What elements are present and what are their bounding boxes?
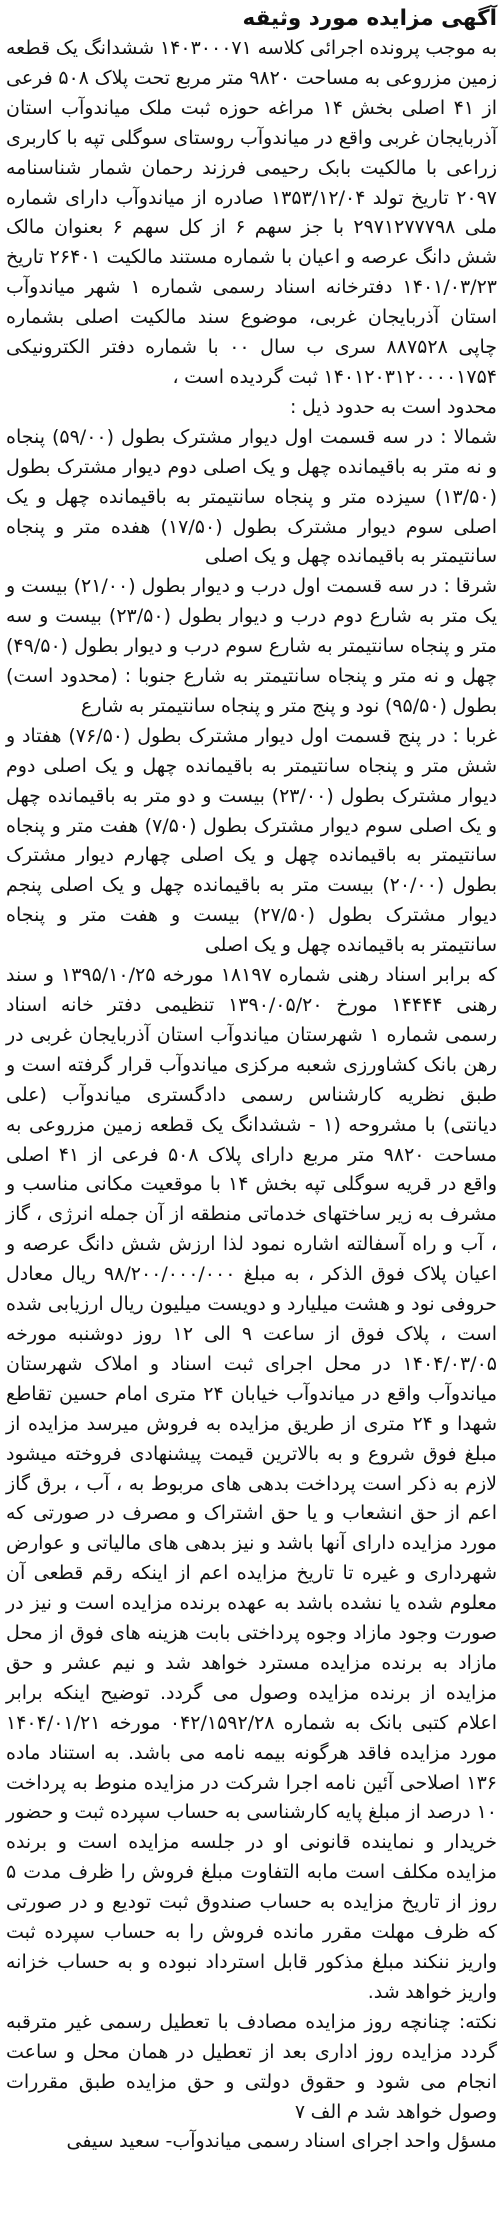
north-boundary-paragraph: شمالا : در سه قسمت اول دیوار مشترک بطول (۵۹/۰۰) پنجاه و نه متر به باقیمانده چهل و یک اصلی دوم دیوار مشترک بطول (۱۳/۵۰) سیزده متر و پنجاه سانتیمتر به باقیمانده چهل و یک اصلی سوم دیوار مشترک بطول (۱۷/۵۰) هفده متر و پنجاه سانتیمتر به باقیمانده چهل و یک اصلی (6, 425, 497, 568)
west-boundary-paragraph: غربا : در پنج قسمت اول دیوار مشترک بطول (۷۶/۵۰) هفتاد و شش متر و پنجاه سانتیمتر به باقیمانده چهل و یک اصلی دوم دیوار مشترک بطول (۲۳/۰۰) بیست و دو متر به باقیمانده چهل و یک اصلی سوم دیوار مشترک بطول (۷/۵۰) هفت متر و پنجاه سانتیمتر به باقیمانده چهل و یک اصلی چهارم دیوار مشترک بطول (۲۰/۰۰) بیست متر به باقیمانده چهل و یک اصلی پنجم دیوار مشترک بطول (۲۷/۵۰) بیست و هفت متر و پنجاه سانتیمتر به باقیمانده چهل و یک اصلی (6, 724, 498, 957)
signature-line: مسؤل واحد اجرای اسناد رسمی میاندوآب- سعید سیفی (66, 2130, 497, 2153)
notice-title: آگهی مزایده مورد وثیقه (242, 6, 497, 31)
auction-notice (6, 4, 497, 2227)
auction-terms-paragraph: که برابر اسناد رهنی شماره ۱۸۱۹۷ مورخه ۱۳۹۵/۱۰/۲۵ و سند رهنی ۱۴۴۴۴ مورخ ۱۳۹۰/۰۵/۲۰ تنظیمی دفتر خانه اسناد رسمی شماره ۱ شهرستان میاندوآب استان آذربایجان غربی در رهن بانک کشاورزی شعبه مرکزی میاندوآب قرار گرفته است و طبق نظریه کارشناس رسمی دادگستری میاندوآب (علی دیانتی) با مشروحه (۱ - ششدانگ یک قطعه زمین مزروعی به مساحت ۹۸۲۰ متر مربع دارای پلاک ۵۰۸ فرعی از ۴۱ اصلی واقع در قریه سوگلی تپه بخش ۱۴ با موقعیت مکانی مناسب و مشرف به زیر ساختهای خدماتی منطقه از آن جمله انرژی ، گاز ، آب و راه آسفالته اشاره نمود لذا ارزش شش دانگ عرصه و اعیان پلاک فوق الذکر ، به مبلغ ۹۸/۲۰۰/۰۰۰/۰۰۰ ریال معادل حروفی نود و هشت میلیارد و دویست میلیون ریال ارزیابی شده است ، پلاک فوق از ساعت ۹ الی ۱۲ روز دوشنبه مورخه ۱۴۰۴/۰۳/۰۵ در محل اجرای ثبت اسناد و املاک شهرستان میاندوآب واقع در میاندوآب خیابان ۲۴ متری امام حسین تقاطع شهدا و ۲۴ متری از طریق مزایده به فروش میرسد مزایده از مبلغ فوق شروع و به بالاترین قیمت پیشنهادی فروخته میشود لازم به ذکر است پرداخت بدهی های مربوط به ، آب ، برق گاز اعم از حق انشعاب و یا حق اشتراک و مصرف در صورتی که مورد مزایده دارای آنها باشد و نیز بدهی های مالیاتی و عوارض شهرداری و غیره تا تاریخ مزایده اعم از اینکه رقم قطعی آن معلوم شده یا نشده باشد به عهده برنده مزایده است و نیز در صورت وجود مازاد وجوه پرداختی بابت هزینه های فوق از محل مازاد به برنده مزایده مسترد خواهد شد و نیم عشر و حق مزایده از برنده مزایده وصول می گردد. توضیح اینکه برابر اعلام کتبی بانک به شماره ۰۴۲/۱۵۹۲/۲۸ مورخه ۱۴۰۴/۰۱/۲۱ مورد مزایده فاقد هرگونه بیمه نامه می باشد. به استناد ماده ۱۳۶ اصلاحی آئین نامه اجرا شرکت در مزایده منوط به پرداخت ۱۰ درصد از مبلغ پایه کارشناسی به حساب سپرده ثبت و حضور خریدار و نماینده قانونی او در جلسه مزایده است و برنده مزایده مکلف است مابه التفاوت مبلغ فروش را ظرف مدت ۵ روز از تاریخ مزایده به حساب صندوق ثبت تودیع و در صورتی که ظرف مهلت مقرر مانده فروش را به حساب سپرده ثبت واریز ننکند مبلغ مذکور قابل استرداد نبوده و به حساب خزانه واریز خواهد شد. (6, 964, 498, 2003)
notice-intro-paragraph: به موجب پرونده اجرائی کلاسه ۱۴۰۳۰۰۰۷۱ ششدانگ یک قطعه زمین مزروعی به مساحت ۹۸۲۰ متر مربع تحت پلاک ۵۰۸ فرعی از ۴۱ اصلی بخش ۱۴ مراغه حوزه ثبت ملک میاندوآب استان آذربایجان غربی واقع در میاندوآب روستای سوگلی تپه با کاربری زراعی با مالکیت بابک رحیمی فرزند رحمان شمار شناسنامه ۲۰۹۷ تاریخ تولد ۱۳۵۳/۱۲/۰۴ صادره از میاندوآب دارای شماره ملی ۲۹۷۱۲۷۷۷۹۸ با جز سهم ۶ از کل سهم ۶ بعنوان مالک شش دانگ عرصه و اعیان با شماره مستند مالکیت ۲۶۴۰۱ تاریخ ۱۴۰۱/۰۳/۲۳ دفترخانه اسناد رسمی شماره ۱ شهر میاندوآب استان آذربایجان غربی، موضوع سند مالکیت اصلی بشماره چاپی ۸۸۷۵۲۸ سری ب سال ۰۰ با شماره دفتر الکترونیکی ۱۴۰۱۲۰۳۱۲۰۰۰۰۱۷۵۴ ثبت گردیده است ، (6, 37, 498, 388)
holiday-note-paragraph: نکته: چنانچه روز مزایده مصادف با تعطیل رسمی غیر مترقبه گردد مزایده روز اداری بعد از تعطیل در همان محل و ساعت انجام می شود و حقوق دولتی و حق مزایده طبق مقررات وصول خواهد شد م الف ۷ (6, 2010, 497, 2123)
east-south-boundary-paragraph: شرقا : در سه قسمت اول درب و دیوار بطول (۲۱/۰۰) بیست و یک متر به شارع دوم درب و دیوار بطول (۲۳/۵۰) بیست و سه متر و پنجاه سانتیمتر به شارع سوم درب و دیوار بطول (۴۹/۵۰) چهل و نه متر و پنجاه سانتیمتر به شارع جنوبا : (محدود است) بطول (۹۵/۵۰) نود و پنج متر و پنجاه سانتیمتر به شارع (6, 575, 498, 717)
boundaries-heading: محدود است به حدود ذیل : (290, 395, 497, 418)
